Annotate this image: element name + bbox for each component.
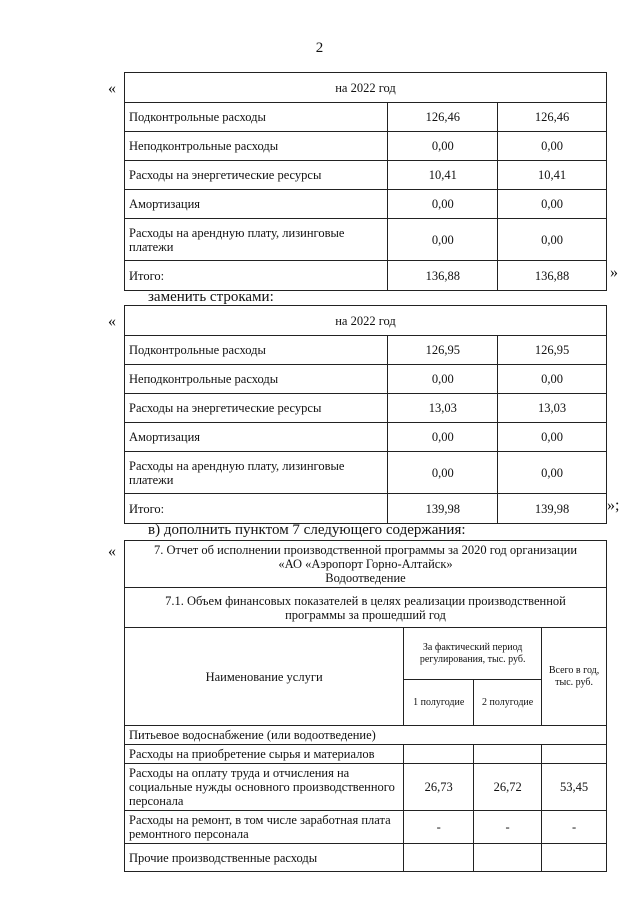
table-row: Расходы на оплату труда и отчисления на социальные нужды основного производственного персонала 26,73 26,72 53,45 xyxy=(125,764,607,811)
table-row: Расходы на энергетические ресурсы 13,03 13,03 xyxy=(125,394,607,423)
report-title: 7. Отчет об исполнении производственной программы за 2020 год организации «АО «Аэропорт Горно-Алтайск» Водоотведение xyxy=(125,541,607,588)
table-row: Неподконтрольные расходы 0,00 0,00 xyxy=(125,365,607,394)
close-quote-semicolon: »; xyxy=(607,497,620,514)
table-row: Прочие производственные расходы xyxy=(125,844,607,872)
table-row-section: Питьевое водоснабжение (или водоотведение) xyxy=(125,726,607,745)
column-header-total: Всего в год, тыс. руб. xyxy=(542,628,607,726)
report-subtitle: 7.1. Объем финансовых показателей в целях реализации производственной программы за прошедший год xyxy=(125,588,607,628)
table-row: Амортизация 0,00 0,00 xyxy=(125,423,607,452)
column-header-half1: 1 полугодие xyxy=(404,680,474,726)
open-quote: « xyxy=(108,543,116,560)
table-row: Расходы на энергетические ресурсы 10,41 10,41 xyxy=(125,161,607,190)
table-row: Подконтрольные расходы 126,95 126,95 xyxy=(125,336,607,365)
table-row: Неподконтрольные расходы 0,00 0,00 xyxy=(125,132,607,161)
column-header-service: Наименование услуги xyxy=(125,628,404,726)
table-old-header: на 2022 год xyxy=(125,73,607,103)
replace-text: заменить строками: xyxy=(148,289,274,305)
column-header-period: За фактический период регулирования, тыс. руб. xyxy=(404,628,542,680)
table-new xyxy=(124,305,607,524)
table-row: Расходы на арендную плату, лизинговые платежи 0,00 0,00 xyxy=(125,452,607,494)
table-new-header: на 2022 год xyxy=(125,306,607,336)
open-quote: « xyxy=(108,313,116,330)
table-row: Расходы на ремонт, в том числе заработная плата ремонтного персонала - - - xyxy=(125,811,607,844)
table-row-total: Итого: 139,98 139,98 xyxy=(125,494,607,524)
column-header-half2: 2 полугодие xyxy=(474,680,542,726)
table-row: Подконтрольные расходы 126,46 126,46 xyxy=(125,103,607,132)
table-report xyxy=(124,540,607,872)
open-quote: « xyxy=(108,80,116,97)
close-quote: » xyxy=(610,264,618,281)
table-row: Расходы на арендную плату, лизинговые платежи 0,00 0,00 xyxy=(125,219,607,261)
table-row-total: Итого: 136,88 136,88 xyxy=(125,261,607,291)
supplement-text: в) дополнить пунктом 7 следующего содержания: xyxy=(148,522,466,538)
table-row: Расходы на приобретение сырья и материалов xyxy=(125,745,607,764)
table-row: Амортизация 0,00 0,00 xyxy=(125,190,607,219)
page-number: 2 xyxy=(315,40,324,56)
table-old xyxy=(124,72,607,291)
